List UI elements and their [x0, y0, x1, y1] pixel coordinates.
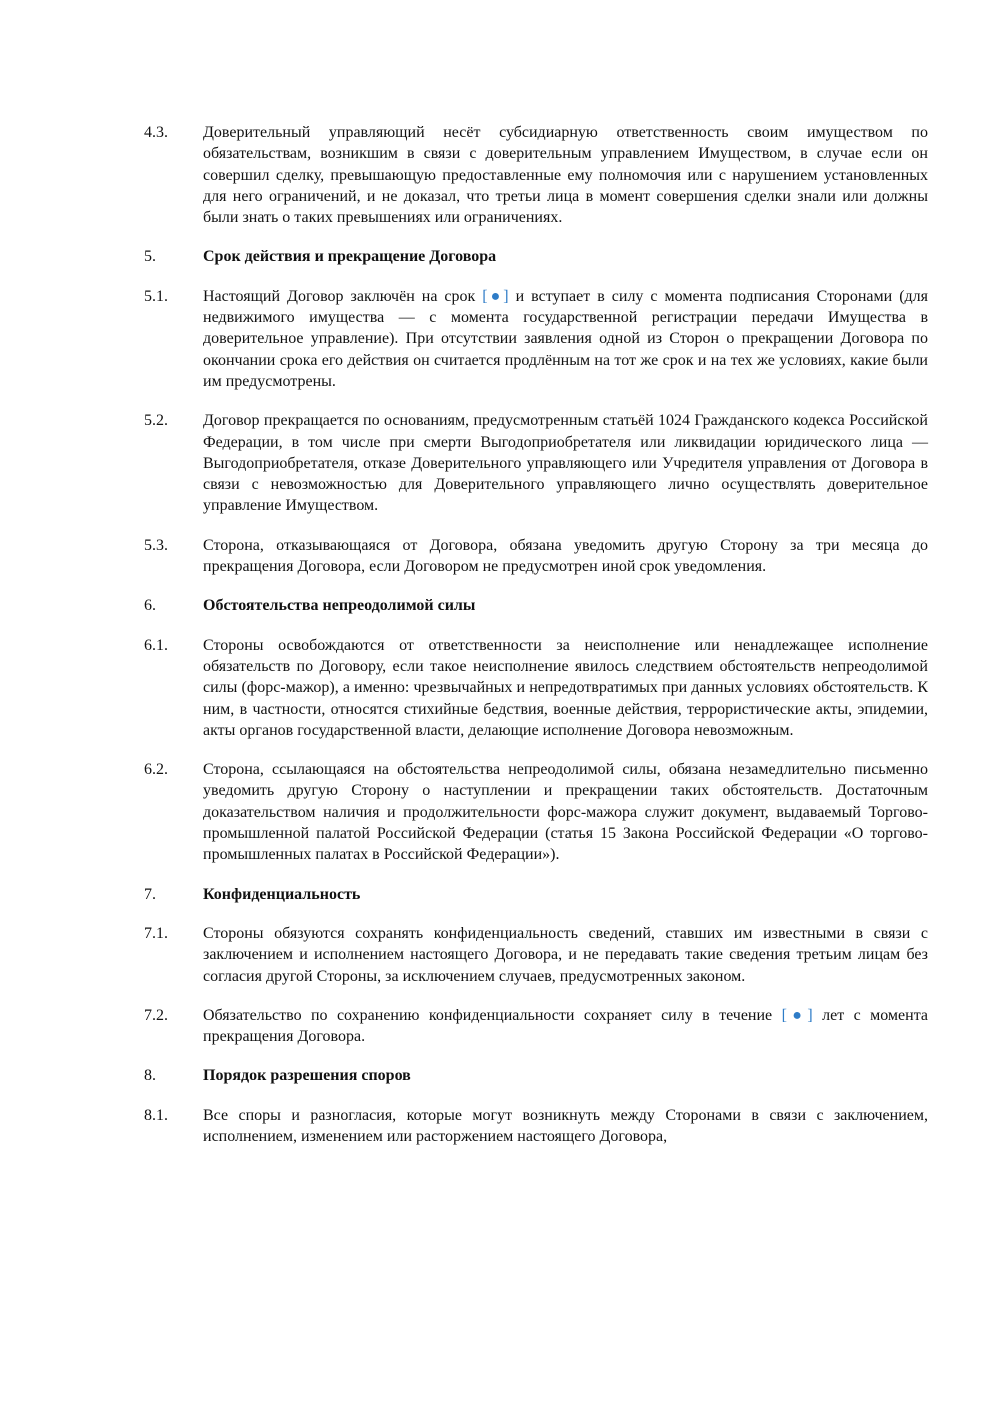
- section-number: 8.: [144, 1067, 156, 1085]
- clause-number: 8.1.: [144, 1106, 168, 1124]
- section-heading-5: [144, 246, 928, 267]
- section-title: Обстоятельства непреодолимой силы: [203, 597, 476, 615]
- clause-text: Стороны обязуются сохранять конфиденциальность сведений, ставших им известными в связи с заключением и исполнением настоящего Договора, и не передавать такие сведения третьим лицам без согласия другой Стороны, за исключением случаев, предусмотренных законом.: [203, 924, 928, 985]
- clause-text: [203, 1005, 928, 1048]
- document-body: [144, 122, 928, 1165]
- section-number: 6.: [144, 597, 156, 615]
- clause-text: Стороны освобождаются от ответственности за неисполнение или ненадлежащее исполнение обязательств по Договору, если такое неисполнение явилось следствием обстоятельств непреодолимой силы (форс-мажор), а именно: чрезвычайных и непредотвратимых при данных условиях обстоятельств. К ним, в частности, относятся стихийные бедствия, военные действия, террористические акты, эпидемии, акты органов государственной власти, делающие исполнение Договора невозможным.: [203, 636, 928, 739]
- clause-5-2: [144, 410, 928, 516]
- clause-5-1: [144, 286, 928, 392]
- section-heading-8: [144, 1065, 928, 1086]
- clause-text: Договор прекращается по основаниям, предусмотренным статьёй 1024 Гражданского кодекса Российской Федерации, в том числе при смерти Выгодоприобретателя или ликвидации юридического лица — Выгодоприобретателя, отказе Доверительного управляющего или Учредителя управления от Договора в связи с невозможностью для Доверительного управляющего лично осуществлять доверительное управление Имуществом.: [203, 412, 928, 515]
- section-heading-6: [144, 595, 928, 616]
- placeholder-mark: [●]: [482, 287, 509, 305]
- section-number: 7.: [144, 885, 156, 903]
- placeholder-mark: [●]: [781, 1006, 813, 1024]
- clause-text: [203, 286, 928, 392]
- clause-number: 6.1.: [144, 636, 168, 654]
- clause-8-1: [144, 1105, 928, 1148]
- section-title: Срок действия и прекращение Договора: [203, 248, 497, 266]
- clause-number: 5.2.: [144, 412, 168, 430]
- section-title: Конфиденциальность: [203, 885, 361, 903]
- clause-text: Доверительный управляющий несёт субсидиарную ответственность своим имуществом по обязательствам, возникшим в связи с доверительным управлением Имуществом, в случае если он совершил сделку, превышающую предоставленные ему полномочия или с нарушением установленных для него ограничений, и не доказал, что третьи лица в момент совершения сделки знали или должны были знать о таких превышениях или ограничениях.: [203, 124, 928, 227]
- clause-7-2: [144, 1005, 928, 1048]
- clause-6-1: [144, 635, 928, 741]
- clause-4-3: [144, 122, 928, 228]
- clause-text: Все споры и разногласия, которые могут возникнуть между Сторонами в связи с заключением, исполнением, изменением или расторжением настоящего Договора,: [203, 1106, 928, 1145]
- clause-number: 7.1.: [144, 924, 168, 942]
- clause-5-3: [144, 535, 928, 578]
- clause-text-part: лет с момента прекращения Договора.: [203, 1006, 928, 1046]
- clause-text: Сторона, ссылающаяся на обстоятельства непреодолимой силы, обязана незамедлительно письменно уведомить другую Сторону о наступлении и прекращении таких обстоятельств. Достаточным доказательством наличия и продолжительности форс-мажора служит документ, выдаваемый Торгово-промышленной палатой Российской Федерации (статья 15 Закона Российской Федерации «О торгово-промышленных палатах в Российской Федерации»).: [203, 761, 928, 864]
- section-number: 5.: [144, 248, 156, 266]
- clause-number: 5.3.: [144, 536, 168, 554]
- clause-6-2: [144, 759, 928, 865]
- clause-number: 4.3.: [144, 124, 168, 141]
- clause-text-part: Обязательство по сохранению конфиденциальности сохраняет силу в течение: [203, 1006, 773, 1024]
- clause-text-part: и вступает в силу с момента подписания Сторонами (для недвижимого имущества — с момента государственной регистрации передачи Имущества в доверительное управление). При отсутствии заявления одной из Сторон о прекращении Договора по окончании срока его действия он считается продлённым на тот же срок и на тех же условиях, какие были им предусмотрены.: [203, 287, 929, 390]
- clause-text: Сторона, отказывающаяся от Договора, обязана уведомить другую Сторону за три месяца до прекращения Договора, если Договором не предусмотрен иной срок уведомления.: [203, 536, 928, 576]
- clause-7-1: [144, 923, 928, 987]
- clause-text-part: Настоящий Договор заключён на срок: [203, 287, 476, 305]
- section-title: Порядок разрешения споров: [203, 1067, 411, 1085]
- clause-number: 6.2.: [144, 761, 168, 779]
- section-heading-7: [144, 884, 928, 905]
- clause-number: 5.1.: [144, 287, 168, 305]
- clause-number: 7.2.: [144, 1006, 168, 1024]
